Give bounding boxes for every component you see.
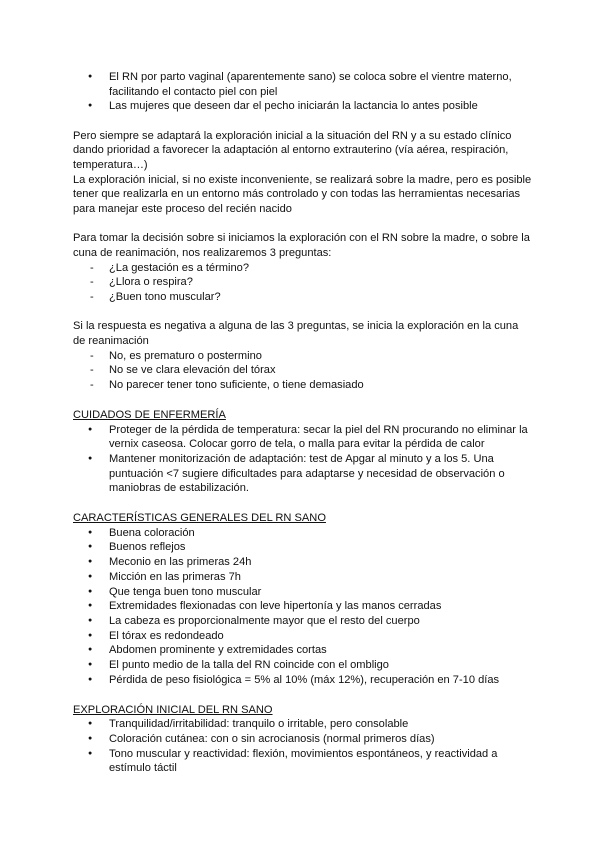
paragraph-negative-answer: Si la respuesta es negativa a alguna de las 3 preguntas, se inicia la exploración en la cuna de reanimación: [73, 320, 519, 348]
nursing-care-heading: CUIDADOS DE ENFERMERÍA: [73, 408, 226, 421]
list-item: ● El punto medio de la talla del RN coincide con el ombligo: [73, 658, 533, 673]
questions-list: [73, 261, 533, 305]
list-item: - No se ve clara elevación del tórax: [73, 363, 533, 378]
paragraph-initial-exploration: La exploración inicial, si no existe inconveniente, se realizará sobre la madre, pero es posible tener que realizarla en un entorno más controlado y con todas las herramientas necesarias para manejar este proceso del recién nacido: [73, 173, 532, 216]
list-item: ● Buenos reflejos: [73, 540, 533, 555]
paragraph-decision: Para tomar la decisión sobre si iniciamos la exploración con el RN sobre la madre, o sobre la cuna de reanimación, nos realizaremos 3 preguntas:: [73, 232, 530, 260]
exploration-heading: EXPLORACIÓN INICIAL DEL RN SANO: [73, 703, 273, 716]
list-item: ● Proteger de la pérdida de temperatura: secar la piel del RN procurando no eliminar la vernix caseosa. Colocar gorro de tela, o malla para evitar la pérdida de calor: [73, 423, 533, 452]
list-item: ● El RN por parto vaginal (aparentemente sano) se coloca sobre el vientre materno, facilitando el contacto piel con piel: [73, 70, 533, 99]
list-item: - ¿Llora o respira?: [73, 275, 533, 290]
nursing-care-list: [73, 423, 533, 497]
list-item: ● Las mujeres que deseen dar el pecho iniciarán la lactancia lo antes posible: [73, 99, 533, 114]
list-item: ● Pérdida de peso fisiológica = 5% al 10% (máx 12%), recuperación en 7-10 días: [73, 673, 533, 688]
list-item: ● La cabeza es proporcionalmente mayor que el resto del cuerpo: [73, 614, 533, 629]
list-item: ● Mantener monitorización de adaptación: test de Apgar al minuto y a los 5. Una puntuación <7 sugiere dificultades para adaptarse y necesidad de observación o maniobras de estabilización.: [73, 452, 533, 496]
list-item: - No parecer tener tono suficiente, o tiene demasiado: [73, 378, 533, 393]
characteristics-list: [73, 526, 533, 688]
list-item: - ¿La gestación es a término?: [73, 261, 533, 276]
exploration-list: [73, 717, 533, 776]
list-item: ● Micción en las primeras 7h: [73, 570, 533, 585]
list-item: ● Que tenga buen tono muscular: [73, 585, 533, 600]
negatives-list: [73, 349, 533, 393]
list-item: ● Tranquilidad/irritabilidad: tranquilo o irritable, pero consolable: [73, 717, 533, 732]
characteristics-heading: CARACTERÍSTICAS GENERALES DEL RN SANO: [73, 512, 326, 525]
intro-bullet-list: [73, 70, 533, 114]
list-item: ● Extremidades flexionadas con leve hipertonía y las manos cerradas: [73, 599, 533, 614]
list-item: ● Buena coloración: [73, 526, 533, 541]
list-item: ● Coloración cutánea: con o sin acrocianosis (normal primeros días): [73, 732, 533, 747]
list-item: ● Tono muscular y reactividad: flexión, movimientos espontáneos, y reactividad a estímulo táctil: [73, 747, 533, 776]
list-item: - No, es prematuro o postermino: [73, 349, 533, 364]
document-content: [73, 70, 533, 776]
list-item: - ¿Buen tono muscular?: [73, 290, 533, 305]
list-item: ● Meconio en las primeras 24h: [73, 555, 533, 570]
list-item: ● Abdomen prominente y extremidades cortas: [73, 643, 533, 658]
paragraph-adaptation: Pero siempre se adaptará la exploración inicial a la situación del RN y a su estado clínico dando prioridad a favorecer la adaptación al entorno extrauterino (vía aérea, respiración, temperatura…): [73, 129, 512, 172]
list-item: ● El tórax es redondeado: [73, 629, 533, 644]
